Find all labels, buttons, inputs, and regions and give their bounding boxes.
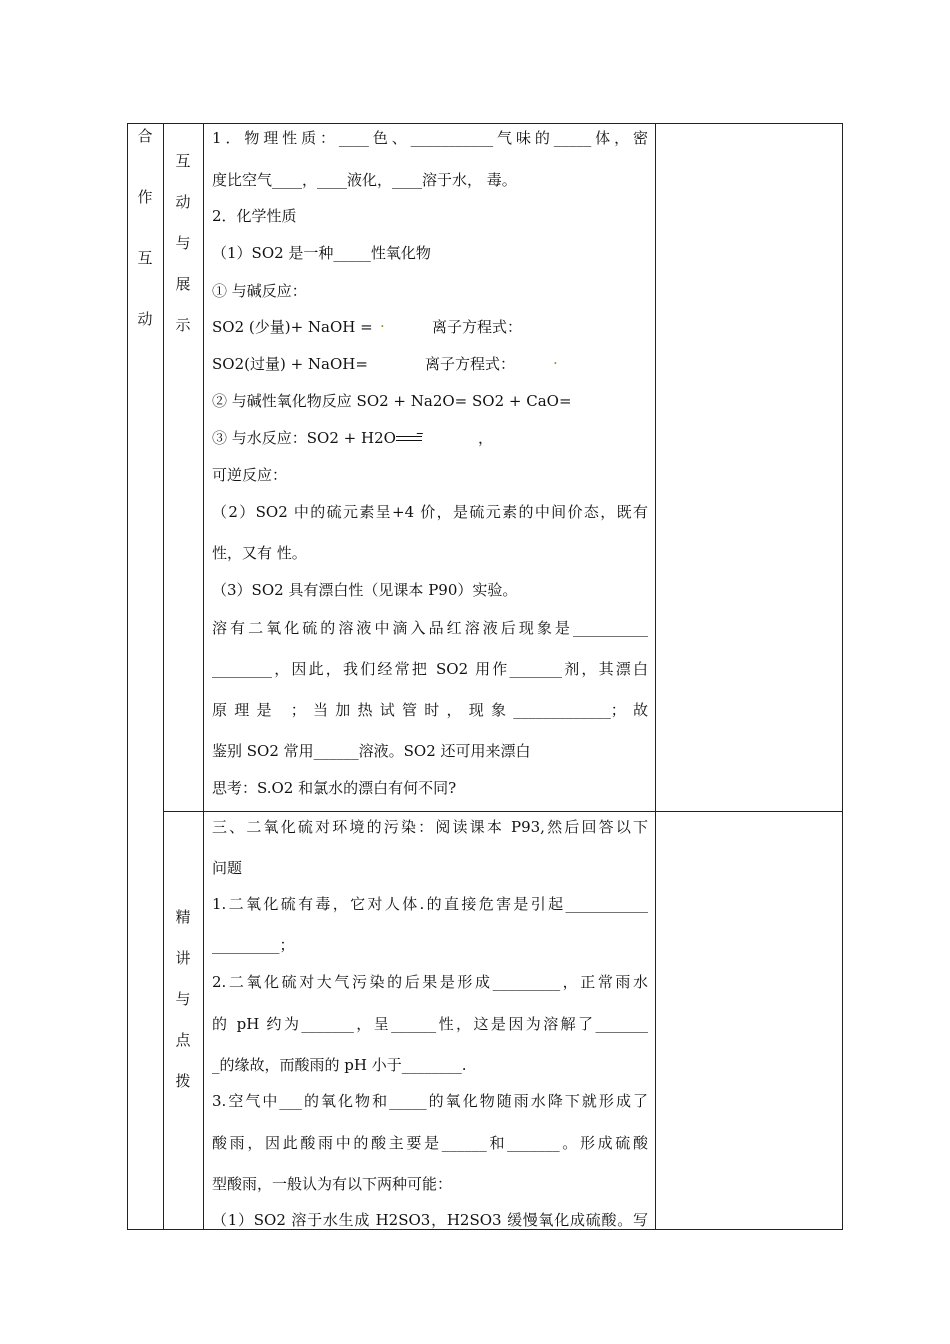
text-line: ② 与碱性氧化物反应 SO2 + Na2O= SO2 + CaO= [212, 392, 572, 410]
text-line [212, 427, 422, 448]
text-line: 离子方程式： [432, 318, 523, 336]
text-line: SO2 (少量)+ NaOH = [212, 318, 373, 336]
text-line: 酸雨，因此酸雨中的酸主要是______和_______。形成硫酸 [212, 1134, 648, 1152]
col-divider-2 [203, 123, 204, 1230]
text-line: ， [478, 429, 494, 447]
col1-char: 动 [137, 310, 153, 328]
text-line: 3.空气中___的氧化物和_____的氧化物随雨水降下就形成了 [212, 1092, 648, 1110]
section1-label-char: 与 [175, 234, 191, 252]
water-reaction-text: ③ 与水反应：SO2 + H2O [212, 429, 396, 447]
text-line: 的 pH 约为_______，呈______性，这是因为溶解了_______ [212, 1015, 648, 1033]
reversible-arrow-icon [396, 434, 422, 444]
table-right-border [842, 123, 843, 1230]
col1-char: 互 [137, 249, 153, 267]
section2-label-char: 与 [175, 990, 191, 1008]
text-line: 鉴别 SO2 常用______溶液。SO2 还可用来漂白 [212, 742, 531, 760]
section1-label-char: 示 [175, 316, 191, 334]
text-line: 性，又有 性。 [212, 544, 307, 562]
text-line: 三、二氧化硫对环境的污染：阅读课本 P93,然后回答以下 [212, 818, 648, 836]
text-line: 2.二氧化硫对大气污染的后果是形成_________，正常雨水 [212, 973, 648, 991]
section1-label-char: 展 [175, 275, 191, 293]
text-line: （2）SO2 中的硫元素呈+4 价，是硫元素的中间价态，既有 [212, 503, 648, 521]
col-divider-1 [163, 123, 164, 1230]
text-line: （3）SO2 具有漂白性（见课本 P90）实验。 [212, 581, 518, 599]
table-left-border [127, 123, 128, 1230]
text-line: 思考：S.O2 和氯水的漂白有何不同? [212, 779, 457, 797]
text-line: _的缘故，而酸雨的 pH 小于________. [212, 1056, 467, 1074]
col1-char: 作 [137, 188, 153, 206]
section1-label-char: 互 [175, 152, 191, 170]
row-divider [163, 811, 843, 812]
marker-dot: . [380, 313, 385, 331]
text-line: 问题 [212, 859, 243, 877]
text-line: SO2(过量) + NaOH= [212, 355, 368, 373]
section2-label-char: 精 [175, 908, 191, 926]
text-line: 可逆反应： [212, 466, 288, 484]
text-line: ① 与碱反应： [212, 282, 307, 300]
text-line: （1）SO2 溶于水生成 H2SO3，H2SO3 缓慢氧化成硫酸。写 [212, 1211, 648, 1229]
section2-label-char: 讲 [175, 949, 191, 967]
text-line: ________，因此，我们经常把 SO2 用作_______剂，其漂白 [212, 660, 648, 678]
text-line: 溶有二氧化硫的溶液中滴入品红溶液后现象是__________ [212, 619, 648, 637]
text-line: 1．物理性质：____色、___________气味的_____体，密 [212, 129, 648, 147]
table-top-border [127, 123, 843, 124]
col-divider-3 [655, 123, 656, 1230]
section2-label-char: 点 [175, 1031, 191, 1049]
marker-dot: . [553, 350, 558, 368]
text-line: 离子方程式： [425, 355, 516, 373]
col1-char: 合 [137, 127, 153, 145]
text-line: 型酸雨，一般认为有以下两种可能： [212, 1175, 453, 1193]
text-line: 度比空气____，____液化，____溶于水， 毒。 [212, 171, 517, 189]
text-line: 原理是 ；当加热试管时，现象_____________；故 [212, 701, 648, 719]
col1-label [130, 129, 160, 373]
text-line: 2．化学性质 [212, 207, 297, 225]
text-line: _________； [212, 936, 295, 954]
section1-label [168, 154, 198, 359]
text-line: （1）SO2 是一种_____性氧化物 [212, 244, 431, 262]
text-line: 1.二氧化硫有毒，它对人体.的直接危害是引起___________ [212, 895, 648, 913]
section2-label-char: 拨 [175, 1072, 191, 1090]
section2-label [168, 910, 198, 1115]
section1-label-char: 动 [175, 193, 191, 211]
